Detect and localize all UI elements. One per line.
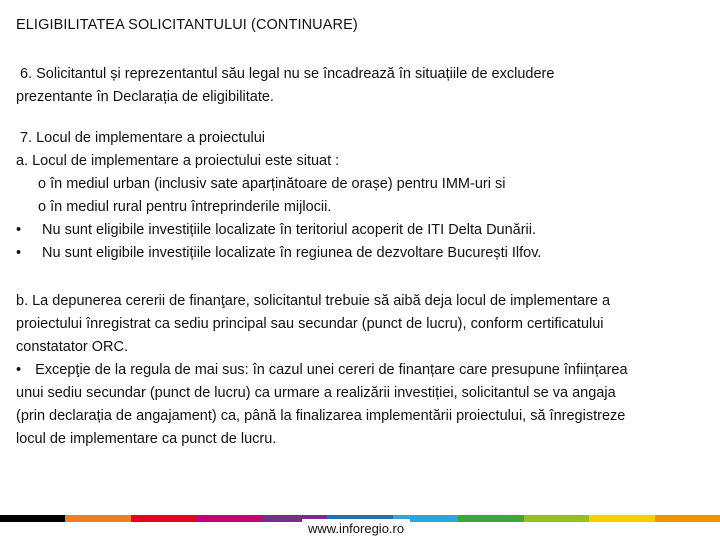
exception-line-1	[16, 359, 706, 382]
section-7-heading: 7. Locul de implementare a proiectului	[20, 130, 266, 146]
footer-stripe-segment	[65, 515, 130, 522]
bullet-icon: •	[16, 362, 22, 378]
section-7-a-intro: a. Locul de implementare a proiectului este situat :	[16, 153, 340, 169]
section-7-b-line-2: proiectului înregistrat ca sediu principal sau secundar (punct de lucru), conform certificatului	[16, 316, 604, 332]
exception-line-2: unui sediu secundar (punct de lucru) ca urmare a realizării investiției, solicitantul se va angaja	[16, 385, 616, 401]
bullet-icon: •	[16, 222, 22, 238]
section-7-a-option-rural: o în mediul rural pentru întreprinderile mijlocii.	[38, 199, 332, 215]
footer-stripe-segment	[655, 515, 720, 522]
footer-stripe-segment	[196, 515, 261, 522]
bullet-text: Nu sunt eligibile investițiile localizate în teritoriul acoperit de ITI Delta Dunării.	[42, 222, 537, 238]
section-7-b	[16, 290, 706, 451]
footer-stripe-segment	[458, 515, 523, 522]
footer-stripe-segment	[524, 515, 589, 522]
exception-line-3: (prin declarația de angajament) ca, până la finalizarea implementării proiectului, să înregistreze	[16, 408, 626, 424]
footer-website-link[interactable]: www.inforegio.ro	[302, 519, 410, 539]
section-7-b-line-3: constatator ORC.	[16, 339, 129, 355]
footer-stripe-segment	[0, 515, 65, 522]
exception-line-4: locul de implementare ca punct de lucru.	[16, 431, 277, 447]
exception-text: Excepţie de la regula de mai sus: în cazul unei cereri de finanțare care presupune înființarea	[35, 362, 628, 378]
section-6-line-2: prezentante în Declarația de eligibilitate.	[16, 89, 274, 105]
bullet-item-iti-delta	[16, 219, 706, 242]
section-6	[16, 63, 706, 109]
footer-stripe-segment	[131, 515, 196, 522]
bullet-text: Nu sunt eligibile investițiile localizate în regiunea de dezvoltare București Ilfov.	[42, 245, 542, 261]
slide-title: ELIGIBILITATEA SOLICITANTULUI (CONTINUARE)	[16, 17, 358, 33]
section-7-a-option-urban: o în mediul urban (inclusiv sate aparținătoare de orașe) pentru IMM-uri si	[38, 176, 506, 192]
bullet-icon: •	[16, 245, 22, 261]
footer-stripe-segment	[589, 515, 654, 522]
section-7-b-line-1: b. La depunerea cererii de finanţare, solicitantul trebuie să aibă deja locul de implementare a	[16, 293, 611, 309]
section-7	[16, 127, 706, 265]
section-6-line-1: 6. Solicitantul și reprezentantul său legal nu se încadrează în situațiile de excludere	[20, 66, 555, 82]
bullet-item-bucuresti-ilfov	[16, 242, 706, 265]
